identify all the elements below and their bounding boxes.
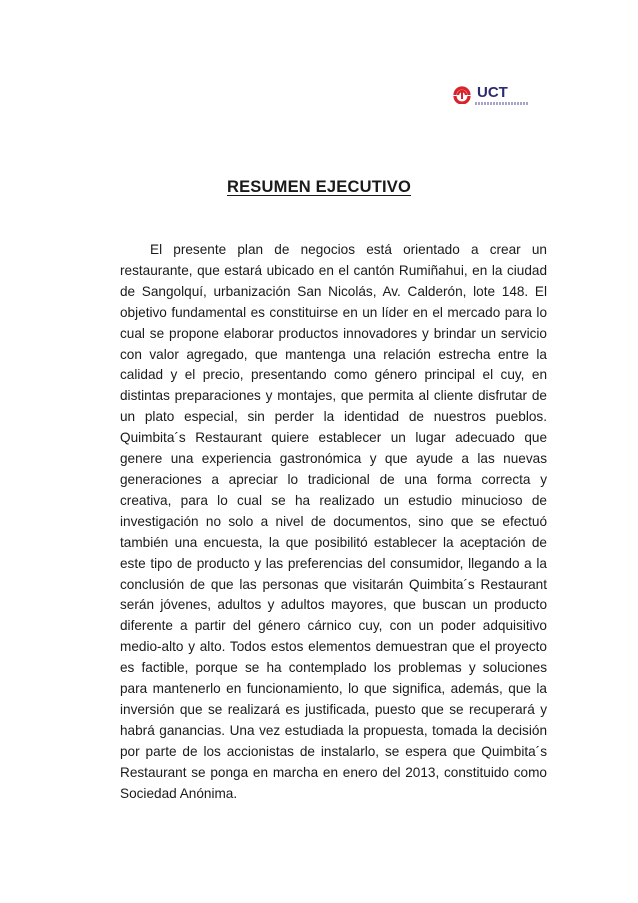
logo-tagline	[475, 102, 529, 105]
page-title: RESUMEN EJECUTIVO	[226, 178, 411, 196]
uct-logo	[453, 84, 531, 110]
logo-text: UCT	[477, 84, 508, 101]
body-paragraph: El presente plan de negocios está orientado a crear un restaurante, que estará ubicado en el cantón Rumiñahui, en la ciudad de Sangolquí, urbanización San Nicolás, Av. Calderón, lote 148. El objetivo fundamental es constituirse en un líder en el mercado para lo cual se propone elaborar productos innovadores y brindar un servicio con valor agregado, que mantenga una relación estrecha entre la calidad y el precio, presentando como género principal el cuy, en distintas preparaciones y montajes, que permita al cliente disfrutar de un plato especial, sin perder la identidad de nuestros pueblos. Quimbita´s Restaurant quiere establecer un lugar adecuado que genere una experiencia gastronómica y que ayude a las nuevas generaciones a apreciar lo tradicional de una forma correcta y creativa, para lo cual se ha realizado un estudio minucioso de investigación no solo a nivel de documentos, sino que se efectuó también una encuesta, la que posibilitó establecer la aceptación de este tipo de producto y las preferencias del consumidor, llegando a la conclusión de que las personas que visitarán Quimbita´s Restaurant serán jóvenes, adultos y adultos mayores, que buscan un producto diferente a partir del género cárnico cuy, con un poder adquisitivo medio-alto y alto. Todos estos elementos demuestran que el proyecto es factible, porque se ha contemplado los problemas y soluciones para mantenerlo en funcionamiento, lo que significa, además, que la inversión que se realizará es justificada, puesto que se recuperará y habrá ganancias. Una vez estudiada la propuesta, tomada la decisión por parte de los accionistas de instalarlo, se espera que Quimbita´s Restaurant se ponga en marcha en enero del 2013, constituido como Sociedad Anónima.	[120, 242, 547, 801]
